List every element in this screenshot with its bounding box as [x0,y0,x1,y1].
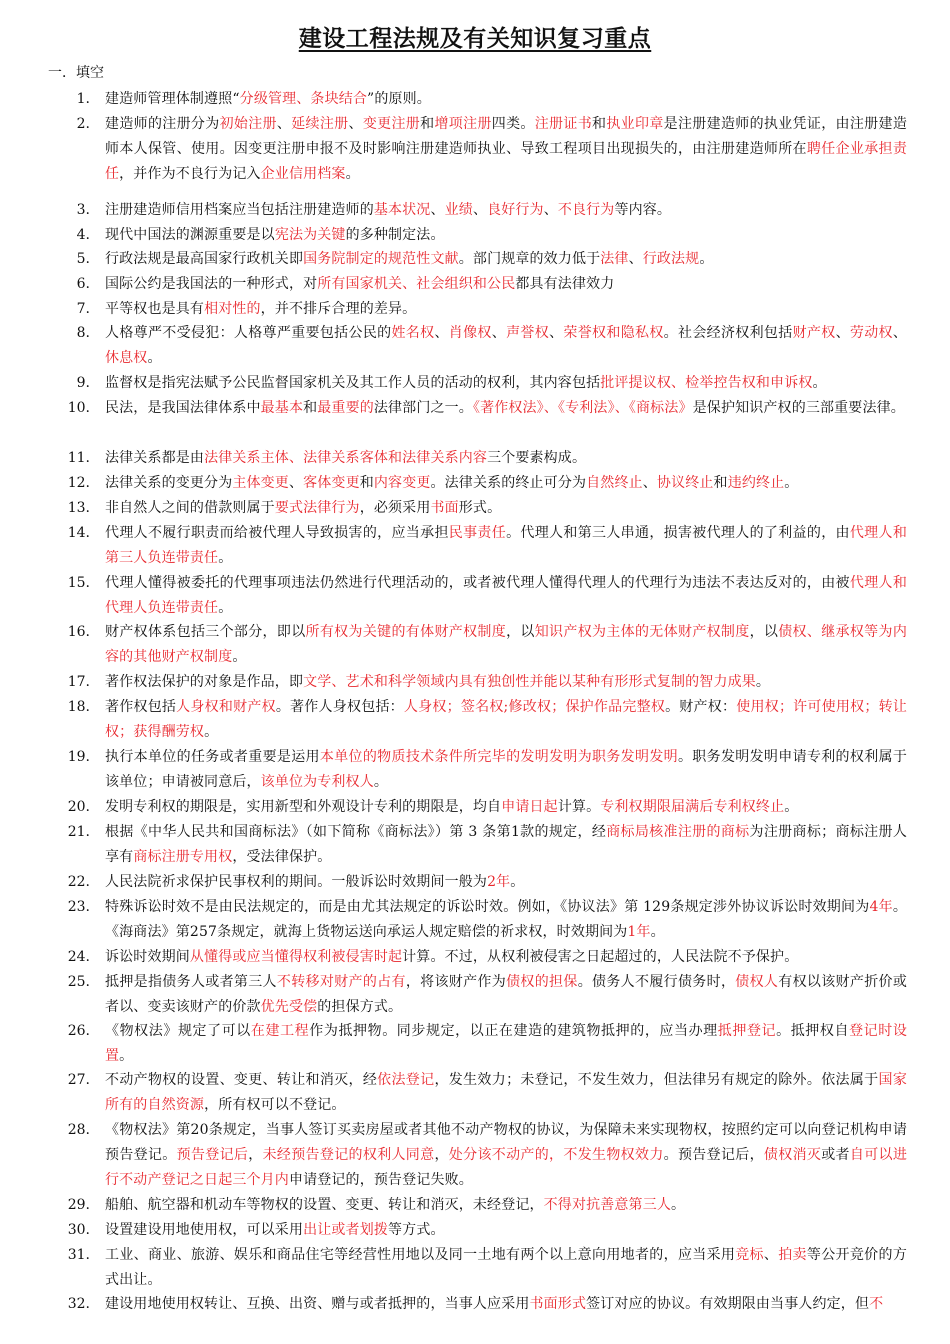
item-number: 26. [67,1023,90,1039]
item-text-segment: 。 [671,1197,686,1213]
item-text-segment: 根据《中华人民共和国商标法》（如下简称《商标法》）第 3 条第1款的规定，经 [105,824,607,840]
highlighted-answer: 人身权和财产权 [176,699,276,715]
item-text-segment: 的担保方式。 [317,998,403,1015]
item-number: 10. [67,400,90,416]
item-number: 1. [76,91,90,107]
item-text [105,223,907,248]
highlighted-answer: 财产权 [792,325,836,341]
item-text [105,820,907,870]
item-number: 22. [67,874,90,890]
item-text-segment: 、 [628,251,643,267]
highlighted-answer: 书面 [430,500,459,516]
highlighted-answer: 国家所有的自然资源 [105,1072,907,1113]
highlighted-answer: 《著作权法》、《专利法》、《商标法》 [472,400,693,416]
item-text-segment: 财产权体系包括三个部分，即以 [105,624,306,640]
highlighted-answer: 人身权；签名权;修改权；保护作品完整权 [403,699,666,715]
item-text-segment: 。 [784,799,799,815]
highlighted-answer: 优先受偿 [260,998,318,1015]
item-text [105,496,907,521]
item-text-segment: 法律关系的变更分为 [105,475,233,491]
item-text-segment: 著作权法保护的对象是作品，即 [105,674,304,690]
highlighted-answer: 基本状况 [373,202,431,218]
item-number: 6. [76,276,90,292]
highlighted-answer: 自然终止 [586,475,643,491]
highlighted-answer: 处分该不动产的，不发生物权效力 [448,1146,664,1163]
highlighted-answer: 未经预告登记的权利人同意 [262,1146,435,1163]
item-number: 27. [67,1072,90,1088]
item-text-segment: ，受法律保护。 [232,848,332,865]
item-text-segment: ，必须采用 [359,500,431,516]
item-text-segment: ， [248,1146,263,1163]
item-text-segment: 。 [755,674,771,690]
highlighted-answer: 注册证书 [534,116,593,132]
item-text [105,670,907,695]
item-text-segment: 是保护知识产权的三部重要法律。 [692,400,905,416]
highlighted-answer: 拍卖 [778,1247,807,1263]
item-text-segment: 。职务发明发明申请专利的权利属于该单位；申请被同意后， [105,749,908,790]
item-text-segment: ， [434,1146,449,1163]
highlighted-answer: 分级管理、条块结合 [239,91,368,107]
item-number: 28. [67,1122,90,1138]
item-text-segment: 设置建设用地使用权，可以采用 [105,1222,304,1238]
highlighted-answer: 代理人和第三人负连带责任 [105,525,907,566]
item-text-segment: 。 [784,475,799,491]
highlighted-answer: 4年 [869,899,893,915]
highlighted-answer: 宪法为关键 [274,227,346,243]
highlighted-answer: 要式法律行为 [274,500,360,516]
item-text-segment: 、 [348,116,363,132]
highlighted-answer: 在建工程 [250,1023,310,1039]
item-number: 21. [67,824,90,840]
highlighted-answer: 内容变更 [373,475,431,491]
item-text [105,247,907,272]
highlighted-answer: 初始注册 [219,116,277,132]
highlighted-answer: 休息权 [105,349,148,366]
item-text-segment: 、 [763,1247,779,1263]
highlighted-answer: 依法登记 [377,1072,435,1088]
highlighted-answer: 知识产权为主体的无体财产权制度 [534,624,750,640]
highlighted-answer: 债权消灭 [763,1146,822,1163]
item-text [105,371,907,396]
item-number: 12. [67,475,90,491]
item-number: 5. [76,251,90,267]
item-text-segment: 为注册商标；商标注册人享有 [105,824,907,865]
item-number: 19. [67,749,90,765]
item-text [105,1019,907,1069]
highlighted-answer: 国务院制定的规范性文献 [303,251,459,267]
item-text-segment: 船舶、航空器和机动车等物权的设置、变更、转让和消灭，未经登记， [105,1197,544,1213]
highlighted-answer: 文学、艺术和科学领域内具有独创性并能以某种有形形式复制的智力成果 [303,674,756,690]
highlighted-answer: 商标局核准注册的商标 [606,824,750,840]
highlighted-answer: 该单位为专利权人 [260,773,374,790]
item-text-segment: 和 [713,475,728,491]
highlighted-answer: 所有国家机关、社会组织和公民 [317,276,516,292]
item-text-segment: 注册建造师信用档案应当包括注册建造师的 [105,202,374,218]
item-text [105,297,907,322]
item-text-segment: 代理人不履行职责而给被代理人导致损害的，应当承担 [105,525,449,541]
item-text-segment: ，发生效力；未登记，不发生效力，但法律另有规定的除外。依法属于 [434,1072,879,1088]
highlighted-answer: 本单位的物质技术条件所完毕的发明发明为职务发明发明 [319,749,678,765]
item-text-segment: 都具有法律效力 [515,276,615,292]
item-text-segment: ，并作为不良行为记入 [119,165,261,182]
item-text-segment: 抵押是指债务人或者第三人 [105,974,277,990]
item-number: 24. [67,949,90,965]
item-text-segment: 、 [276,116,292,132]
highlighted-answer: 不转移对财产的占有 [276,974,406,990]
item-text-segment: 。 [373,773,389,790]
item-text-segment: 平等权也是具有 [105,301,205,317]
highlighted-answer: 债权人 [735,974,779,990]
item-text-segment: 执行本单位的任务或者重要是运用 [105,749,320,765]
highlighted-answer: 行政法规 [642,251,700,267]
item-text-segment: 法律部门之一。 [373,400,473,416]
item-text [105,1292,907,1317]
item-number: 3. [76,202,90,218]
section-heading: 一．填空 [48,65,104,81]
item-text-segment: 。 [232,648,247,665]
item-text [105,695,907,745]
item-text [105,521,907,571]
item-number: 30. [67,1222,90,1238]
item-number: 8. [76,325,90,341]
item-text [105,112,907,186]
item-text-segment: ，以 [749,624,779,640]
item-number: 9. [76,375,90,391]
item-text-segment: 法律关系都是由 [105,450,205,466]
highlighted-answer: 增项注册 [434,116,492,132]
item-text [105,945,907,970]
item-text [105,970,907,1020]
highlighted-answer: 荣誉权和隐私权 [563,325,664,341]
highlighted-answer: 不良行为 [557,202,615,218]
item-text-segment: 等方式。 [388,1222,445,1238]
highlighted-answer: 客体变更 [303,475,360,491]
item-text [105,87,907,112]
highlighted-answer: 协议终止 [656,475,714,491]
item-text-segment: 。 [699,251,714,267]
item-number: 15. [67,575,90,591]
highlighted-answer: 聘任企业承担责任 [105,140,907,182]
item-text-segment: 。著作人身权包括： [275,699,404,715]
item-text-segment: 、 [472,202,488,218]
item-number: 7. [76,301,90,317]
item-text-segment: 申请登记的，预告登记失败。 [288,1171,473,1188]
item-text-segment: 、 [288,475,304,491]
item-text-segment: 三个要素构成。 [487,450,587,466]
item-text-segment: 。《海商法》第257条规定，就海上货物运送向承运人规定赔偿的祈求权，时效期间为 [105,899,907,940]
highlighted-answer: 肖像权 [448,325,492,341]
item-text-segment: 。 [204,723,219,740]
highlighted-answer: 劳动权 [849,325,893,341]
highlighted-answer: 声誉权 [506,325,550,341]
item-text-segment: 非自然人之间的借款则属于 [105,500,275,516]
item-text-segment: 监督权是指宪法赋予公民监督国家机关及其工作人员的活动的权利，其内容包括 [105,375,601,391]
highlighted-answer: 债权的担保 [506,974,578,990]
item-text-segment: 作为抵押物。同步规定，以正在建造的建筑物抵押的，应当办理 [309,1023,718,1039]
highlighted-answer: 申请日起 [501,799,558,815]
item-text-segment: 。 [119,1047,134,1064]
item-text-segment: 、 [549,325,564,341]
item-text-segment: 和 [420,116,435,132]
highlighted-answer: 最重要的 [317,400,374,416]
item-text-segment: 等公开竞价的方式出让。 [105,1247,907,1288]
item-text-segment: 。 [345,165,360,182]
highlighted-answer: 专利权期限届满后专利权终止 [600,799,785,815]
item-text [105,272,907,297]
item-text-segment: 。财产权： [665,699,737,715]
item-text-segment: 。 [510,874,525,890]
highlighted-answer: 违约终止 [727,475,785,491]
item-text [105,895,907,945]
item-number: 29. [67,1197,90,1213]
item-text-segment: 。法律关系的终止可分为 [430,475,587,491]
item-text-segment: 计算。 [557,799,601,815]
item-text-segment: 发明专利权的期限是，实用新型和外观设计专利的期限是，均自 [105,799,502,815]
item-text-segment: 民法，是我国法律体系中 [105,400,261,416]
item-text-segment: 《物权法》规定了可以 [105,1023,251,1039]
item-text [105,1068,907,1118]
item-text [105,1243,907,1293]
item-text-segment: 是注册建造师的执业凭证，由注册建造师本人保管、使用。因变更注册申报不及时影响注册建造师执业、导致工程项目出现损失的，由注册建造师所在 [105,116,907,157]
highlighted-answer: 登记时设置 [105,1023,907,1064]
item-number: 17. [67,674,90,690]
highlighted-answer: 债权、继承权等为内容的其他财产权制度 [105,624,907,665]
item-text-segment: 。 [218,599,233,616]
item-text-segment: 。 [812,375,827,391]
highlighted-answer: 法律 [600,251,629,267]
item-text-segment: 建造师管理体制遵照“ [105,91,240,107]
item-text-segment: 现代中国法的渊源重要是以 [105,227,275,243]
highlighted-answer: 不 [869,1296,884,1312]
item-text-segment: 和 [592,116,607,132]
item-number: 31. [67,1247,90,1263]
highlighted-answer: 延续注册 [291,116,349,132]
highlighted-answer: 变更注册 [362,116,421,132]
item-text-segment: 人民法院祈求保护民事权利的期间。一般诉讼时效期间一般为 [105,874,488,890]
item-text-segment: 人格尊严不受侵犯：人格尊严重要包括公民的 [105,325,392,341]
document-title: 建设工程法规及有关知识复习重点 [298,25,652,52]
item-text-segment: 等内容。 [614,202,672,218]
item-text-segment: 特殊诉讼时效不是由民法规定的，而是由尤其法规定的诉讼时效。例如，《协议法》第 129条规定涉外协议诉讼时效期间为 [105,899,870,915]
highlighted-answer: 所有权为关键的有体财产权制度 [305,624,507,640]
item-text-segment: 计算。不过，从权利被侵害之日起超过的，人民法院不予保护。 [402,949,799,965]
highlighted-answer: 批评提议权、检举控告权和申诉权 [600,375,813,391]
item-number: 14. [67,525,90,541]
item-text [105,446,907,471]
highlighted-answer: 自可以进行不动产登记之日起三个月内 [105,1146,907,1188]
item-text [105,745,907,795]
item-text-segment: 或者 [821,1146,850,1163]
item-text-segment: 和 [303,400,318,416]
highlighted-answer: 竞标 [735,1247,764,1263]
item-number: 23. [67,899,90,915]
item-text [105,571,907,621]
item-text-segment: 的多种制定法。 [345,227,445,243]
highlighted-answer: 企业信用档案 [260,165,346,182]
highlighted-answer: 预告登记后 [176,1146,249,1163]
item-text [105,870,907,895]
highlighted-answer: 相对性的 [204,301,261,317]
highlighted-answer: 书面形式 [529,1296,587,1312]
highlighted-answer: 出让或者划拨 [303,1222,389,1238]
item-text-segment: 著作权包括 [105,699,177,715]
item-text-segment: ，将该财产作为 [405,974,507,990]
item-text-segment: 建设用地使用权转让、互换、出资、赠与或者抵押的，当事人应采用 [105,1296,530,1312]
item-text [105,396,907,421]
highlighted-answer: 民事责任 [448,525,507,541]
highlighted-answer: 使用权；许可使用权；转让权；获得酬劳权 [105,699,907,740]
item-text-segment: 。社会经济权利包括 [663,325,793,341]
item-text [105,471,907,496]
item-text-segment: 、 [835,325,850,341]
item-text-segment: 不动产物权的设置、变更、转让和消灭，经 [105,1072,378,1088]
item-text-segment: 有权以该财产折价或者以、变卖该财产的价款 [105,974,907,1015]
item-text [105,321,907,371]
item-number: 20. [67,799,90,815]
item-text-segment: 。 [218,549,233,566]
item-number: 18. [67,699,90,715]
item-number: 32. [67,1296,90,1312]
item-text [105,1118,907,1192]
item-text-segment: 诉讼时效期间 [105,949,190,965]
item-text-segment: 工业、商业、旅游、娱乐和商品住宅等经营性用地以及同一土地有两个以上意向用地者的，应当采用 [105,1247,736,1263]
item-text-segment: 、 [642,475,657,491]
item-text-segment: 。预告登记后， [663,1146,764,1163]
item-text-segment: 、 [491,325,507,341]
item-text-segment: ，所有权可以不登记。 [204,1096,346,1113]
item-text-segment: 、 [434,325,449,341]
item-text-segment: 行政法规是最高国家行政机关即 [105,251,304,267]
item-number: 16. [67,624,90,640]
item-text-segment: 。部门规章的效力低于 [458,251,601,267]
highlighted-answer: 1年 [627,923,651,940]
item-number: 13. [67,500,90,516]
highlighted-answer: 2年 [487,874,511,890]
item-number: 25. [67,974,90,990]
highlighted-answer: 良好行为 [487,202,544,218]
item-text-segment: 国际公约是我国法的一种形式，对 [105,276,318,292]
highlighted-answer: 最基本 [260,400,304,416]
item-text [105,620,907,670]
highlighted-answer: 执业印章 [606,116,664,132]
highlighted-answer: 主体变更 [232,475,289,491]
item-text-segment: 建造师的注册分为 [105,116,220,132]
highlighted-answer: 代理人和代理人负连带责任 [105,575,907,616]
item-text-segment: 。抵押权自 [776,1023,850,1039]
item-text [105,1193,907,1218]
highlighted-answer: 从懂得或应当懂得权利被侵害时起 [189,949,403,965]
item-text-segment: 。代理人和第三人串通，损害被代理人的了利益的，由 [506,525,850,541]
item-number: 4. [76,227,90,243]
item-text [105,198,907,223]
item-text-segment: 。 [147,349,162,366]
item-text-segment: 、 [430,202,445,218]
item-text-segment: 和 [359,475,374,491]
highlighted-answer: 商标注册专用权 [133,848,233,865]
item-number: 11. [67,450,90,466]
highlighted-answer: 法律关系主体、法律关系客体和法律关系内容 [204,450,488,466]
item-number: 2. [76,116,90,132]
item-text-segment: 四类。 [491,116,535,132]
item-text-segment: 。债务人不履行债务时， [577,974,736,990]
item-text-segment: ，以 [506,624,535,640]
item-text-segment: 、 [543,202,558,218]
item-text-segment: 形式。 [458,500,502,516]
highlighted-answer: 姓名权 [391,325,435,341]
item-text-segment: 、 [892,325,908,341]
item-text [105,795,907,820]
item-text-segment: 《物权法》第20条规定，当事人签订买卖房屋或者其他不动产物权的协议，为保障未来实现物权，按照约定可以向登记机构申请预告登记。 [105,1122,907,1163]
highlighted-answer: 不得对抗善意第三人 [543,1197,672,1213]
item-text-segment: ”的原则。 [367,91,431,107]
highlighted-answer: 抵押登记 [717,1023,777,1039]
highlighted-answer: 业绩 [444,202,473,218]
item-text-segment: 签订对应的协议。有效期限由当事人约定，但 [586,1296,870,1312]
item-text-segment: 。 [650,923,665,940]
item-text-segment: ，并不排斥合理的差异。 [260,301,417,317]
item-text-segment: 代理人懂得被委托的代理事项违法仍然进行代理活动的，或者被代理人懂得代理人的代理行为违法不表达反对的，由被 [105,575,850,591]
item-text [105,1218,907,1243]
